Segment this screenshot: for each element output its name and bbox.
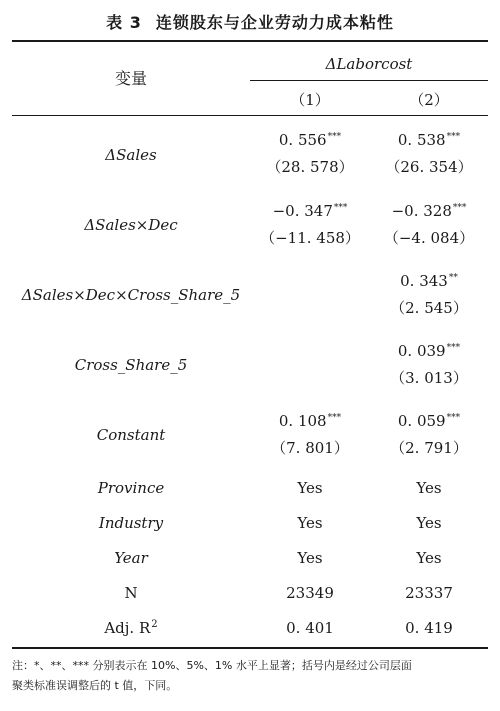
table-footnote <box>12 656 488 696</box>
variable-header: 变量 <box>114 69 147 88</box>
row-label-cross-share: Cross_Share_5 <box>74 356 188 374</box>
dependent-variable-header: ΔLaborcost <box>325 55 413 73</box>
coef-dsales-dec-col1: −0. 347*** <box>272 202 348 220</box>
row-label-n: N <box>124 584 138 602</box>
coef-dsales-col2: 0. 538*** <box>397 131 461 149</box>
column-header-2: （2） <box>409 91 449 109</box>
top-rule <box>12 40 488 42</box>
row-label-province: Province <box>97 479 165 497</box>
adj-r2-col2: 0. 419 <box>405 619 453 637</box>
coef-dsales-dec-col2: −0. 328*** <box>391 202 467 220</box>
coef-dsales-col1: 0. 556*** <box>278 131 342 149</box>
row-label-dsales-dec-cross: ΔSales×Dec×Cross_Share_5 <box>21 286 241 304</box>
header-rule <box>12 115 488 116</box>
row-label-dsales: ΔSales <box>105 146 157 164</box>
tstat-dsales-dec-col1: （−11. 458） <box>260 229 360 247</box>
province-col2: Yes <box>416 479 442 497</box>
row-label-industry: Industry <box>98 514 164 532</box>
year-col2: Yes <box>416 549 442 567</box>
tstat-dsales-dec-col2: （−4. 084） <box>383 229 475 247</box>
coef-constant-col1: 0. 108*** <box>278 412 342 430</box>
adj-r2-col1: 0. 401 <box>286 619 334 637</box>
industry-col1: Yes <box>297 514 323 532</box>
coef-dsales-dec-cross-col2: 0. 343** <box>400 272 458 290</box>
n-col2: 23337 <box>405 584 453 602</box>
coef-constant-col2: 0. 059*** <box>397 412 461 430</box>
tstat-cross-share-col2: （3. 013） <box>390 369 468 387</box>
tstat-dsales-dec-cross-col2: （2. 545） <box>390 299 468 317</box>
province-col1: Yes <box>297 479 323 497</box>
industry-col2: Yes <box>416 514 442 532</box>
row-label-adj-r2: Adj. $R^2$ <box>104 619 158 637</box>
tstat-constant-col1: （7. 801） <box>271 439 349 457</box>
n-col1: 23349 <box>286 584 334 602</box>
bottom-rule <box>12 647 488 649</box>
row-label-constant: Constant <box>96 426 166 444</box>
row-label-year: Year <box>114 549 148 567</box>
table-caption <box>0 10 500 33</box>
footnote-line-2: 聚类标准误调整后的 t 值，下同。 <box>12 679 178 692</box>
year-col1: Yes <box>297 549 323 567</box>
column-header-1: （1） <box>290 91 330 109</box>
dependent-variable-rule <box>250 80 488 81</box>
tstat-dsales-col1: （28. 578） <box>266 158 354 176</box>
coef-cross-share-col2: 0. 039*** <box>397 342 461 360</box>
table-number: 表 3 <box>106 13 142 32</box>
tstat-constant-col2: （2. 791） <box>390 439 468 457</box>
footnote-line-1: 注：*、**、*** 分别表示在 10%、5%、1% 水平上显著；括号内是经过公司层面 <box>12 659 412 672</box>
tstat-dsales-col2: （26. 354） <box>385 158 473 176</box>
row-label-dsales-dec: ΔSales×Dec <box>84 216 178 234</box>
table-title: 连锁股东与企业劳动力成本粘性 <box>155 13 394 32</box>
